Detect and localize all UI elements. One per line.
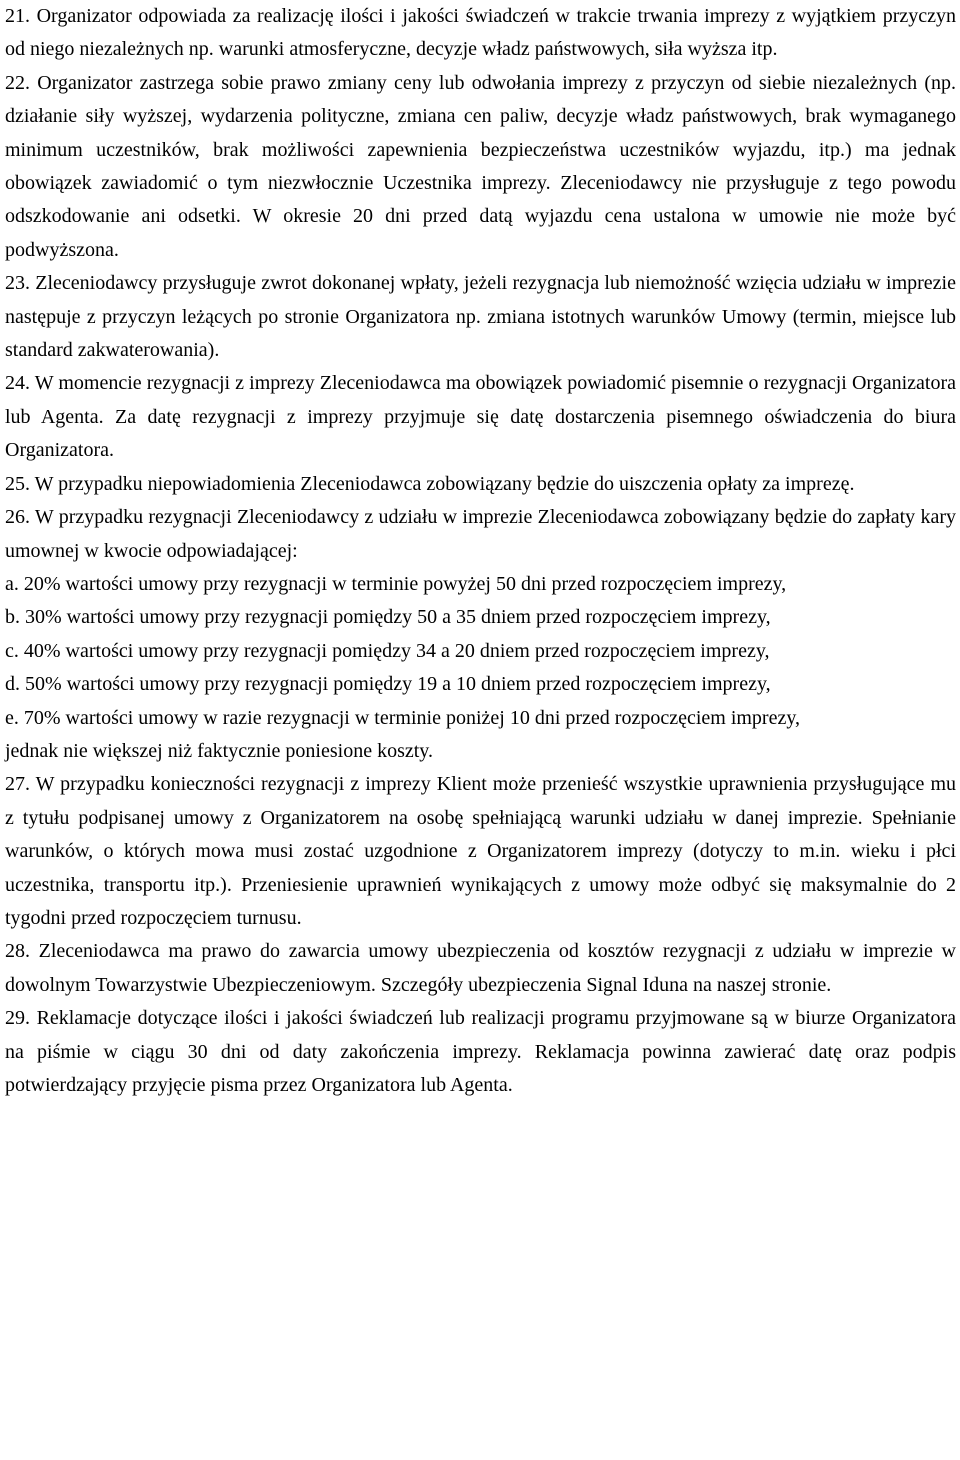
clause-26: 26. W przypadku rezygnacji Zleceniodawcy z udziału w imprezie Zleceniodawca zobowiązany będzie do zapłaty kary umownej w kwocie odpowiadającej: <box>5 506 956 562</box>
clause-27: 27. W przypadku konieczności rezygnacji z imprezy Klient może przenieść wszystkie uprawnienia przysługujące mu z tytułu podpisanej umowy z Organizatorem na osobę spełniającą warunki udziału w danej imprezie. Spełnianie warunków, o których mowa musi zostać uzgodnione z Organizatorem imprezy (dotyczy to m.in. wieku i płci uczestnika, transportu itp.). Przeniesienie uprawnień wynikających z umowy może odbyć się maksymalnie do 2 tygodni przed rozpoczęciem turnusu. <box>5 773 956 929</box>
clause-26-item-a: a. 20% wartości umowy przy rezygnacji w terminie powyżej 50 dni przed rozpoczęciem imprezy, <box>5 572 787 595</box>
clause-26-item-e: e. 70% wartości umowy w razie rezygnacji w terminie poniżej 10 dni przed rozpoczęciem imprezy, <box>5 706 801 729</box>
clause-26-item-c: c. 40% wartości umowy przy rezygnacji pomiędzy 34 a 20 dniem przed rozpoczęciem imprezy, <box>5 639 770 662</box>
clause-21: 21. Organizator odpowiada za realizację ilości i jakości świadczeń w trakcie trwania imprezy z wyjątkiem przyczyn od niego niezależnych np. warunki atmosferyczne, decyzje władz państwowych, siła wyższa itp. <box>5 5 956 61</box>
clause-28: 28. Zleceniodawca ma prawo do zawarcia umowy ubezpieczenia od kosztów rezygnacji z udziału w imprezie w dowolnym Towarzystwie Ubezpieczeniowym. Szczegóły ubezpieczenia Signal Iduna na naszej stronie. <box>5 940 956 996</box>
clause-23: 23. Zleceniodawcy przysługuje zwrot dokonanej wpłaty, jeżeli rezygnacja lub niemożność wzięcia udziału w imprezie następuje z przyczyn leżących po stronie Organizatora np. zmiana istotnych warunków Umowy (termin, miejsce lub standard zakwaterowania). <box>5 272 956 362</box>
clause-24: 24. W momencie rezygnacji z imprezy Zleceniodawca ma obowiązek powiadomić pisemnie o rezygnacji Organizatora lub Agenta. Za datę rezygnacji z imprezy przyjmuje się datę dostarczenia pisemnego oświadczenia do biura Organizatora. <box>5 372 956 462</box>
clause-25: 25. W przypadku niepowiadomienia Zleceniodawca zobowiązany będzie do uiszczenia opłaty za imprezę. <box>5 472 855 495</box>
clause-29: 29. Reklamacje dotyczące ilości i jakości świadczeń lub realizacji programu przyjmowane są w biurze Organizatora na piśmie w ciągu 30 dni od daty zakończenia imprezy. Reklamacja powinna zawierać datę oraz podpis potwierdzający przyjęcie pisma przez Organizatora lub Agenta. <box>5 1007 956 1096</box>
clause-26-item-b: b. 30% wartości umowy przy rezygnacji pomiędzy 50 a 35 dniem przed rozpoczęciem imprezy, <box>5 606 771 629</box>
clause-22: 22. Organizator zastrzega sobie prawo zmiany ceny lub odwołania imprezy z przyczyn od siebie niezależnych (np. działanie siły wyższej, wydarzenia polityczne, zmiana cen paliw, decyzje władz państwowych, brak wymaganego minimum uczestników, brak możliwości zapewnienia bezpieczeństwa uczestników wyjazdu, itp.) ma jednak obowiązek zawiadomić o tym niezwłocznie Uczestnika imprezy. Zleceniodawcy nie przysługuje z tego powodu odszkodowanie ani odsetki. W okresie 20 dni przed datą wyjazdu cena ustalona w umowie nie może być podwyższona. <box>5 71 956 261</box>
clause-26-item-d: d. 50% wartości umowy przy rezygnacji pomiędzy 19 a 10 dniem przed rozpoczęciem imprezy, <box>5 673 771 696</box>
clause-26-note: jednak nie większej niż faktycznie poniesione koszty. <box>5 739 433 762</box>
